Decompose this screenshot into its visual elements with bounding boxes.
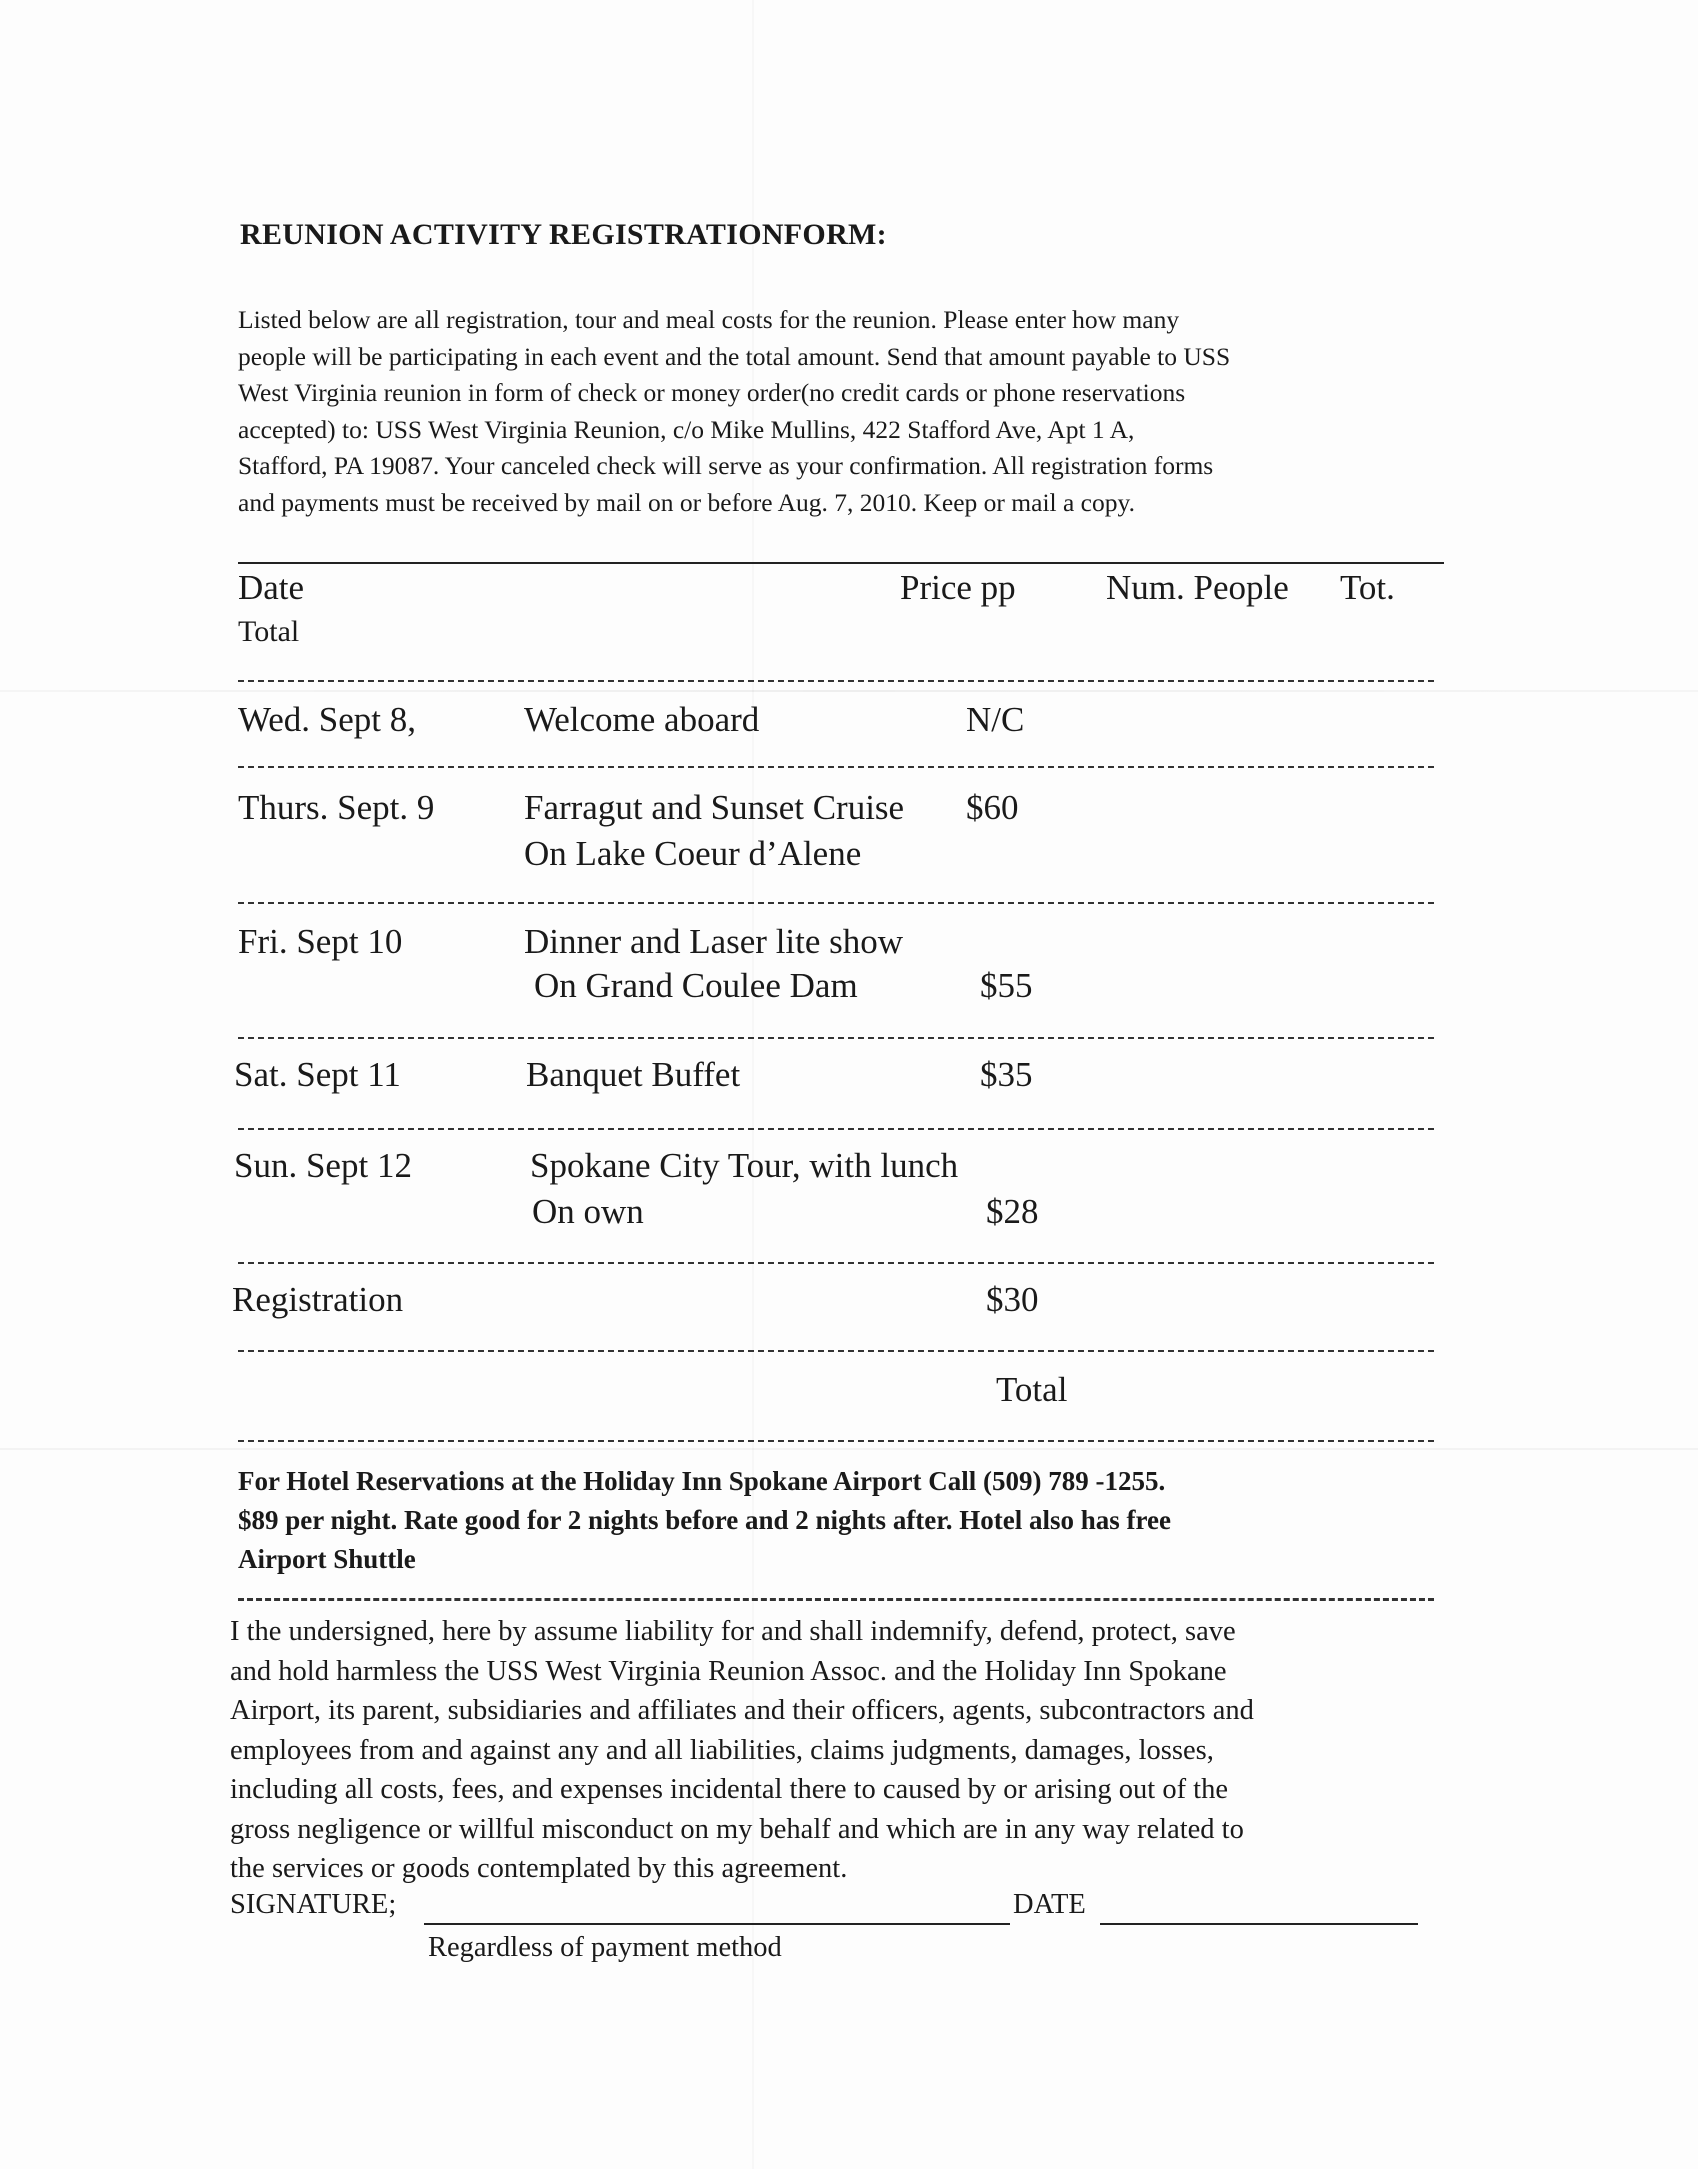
row-event: Dinner and Laser lite show — [524, 922, 904, 961]
row-divider — [238, 766, 1434, 768]
row-divider — [238, 1037, 1434, 1039]
waiver-line: I the undersigned, here by assume liability for and shall indemnify, defend, protect, save — [230, 1616, 1236, 1647]
date-field[interactable] — [1100, 1923, 1418, 1925]
table-top-rule — [238, 562, 1444, 564]
row-event-line2: On Grand Coulee Dam — [534, 966, 858, 1005]
intro-line: accepted) to: USS West Virginia Reunion, c/o Mike Mullins, 422 Stafford Ave, Apt 1 A, — [238, 414, 1135, 444]
row-price: N/C — [966, 700, 1025, 739]
waiver-line: employees from and against any and all liabilities, claims judgments, damages, losses, — [230, 1734, 1214, 1766]
row-price: $55 — [980, 966, 1033, 1005]
intro-paragraph — [238, 302, 1438, 521]
waiver-line: and hold harmless the USS West Virginia Reunion Assoc. and the Holiday Inn Spokane — [230, 1655, 1227, 1687]
row-price: $60 — [966, 788, 1019, 827]
row-divider — [238, 1350, 1434, 1352]
row-date: Fri. Sept 10 — [238, 922, 403, 961]
row-divider — [238, 1262, 1434, 1264]
row-divider — [238, 902, 1434, 904]
intro-line: West Virginia reunion in form of check or money order(no credit cards or phone reservations — [238, 378, 1186, 407]
row-date: Sat. Sept 11 — [234, 1055, 401, 1094]
intro-line: Listed below are all registration, tour and meal costs for the reunion. Please enter how many — [238, 305, 1180, 334]
waiver-line: gross negligence or willful misconduct on my behalf and which are in any way related to — [230, 1813, 1244, 1845]
header-tot: Tot. — [1340, 568, 1395, 607]
fold-line — [0, 1448, 1698, 1450]
hotel-info — [238, 1462, 1171, 1579]
hotel-line: For Hotel Reservations at the Holiday Inn Spokane Airport Call (509) 789 -1255. — [238, 1466, 1166, 1496]
hotel-line: $89 per night. Rate good for 2 nights before and 2 nights after. Hotel also has free — [238, 1505, 1172, 1535]
row-date: Registration — [232, 1280, 404, 1319]
signature-label: SIGNATURE; — [230, 1889, 397, 1920]
row-divider — [238, 1440, 1434, 1442]
row-event-line2: On own — [532, 1192, 644, 1231]
row-event: Banquet Buffet — [526, 1055, 741, 1094]
row-event: Welcome aboard — [524, 700, 760, 739]
row-event: Spokane City Tour, with lunch — [530, 1146, 959, 1185]
row-event: Farragut and Sunset Cruise — [524, 788, 905, 827]
signature-field[interactable] — [424, 1923, 1010, 1925]
liability-waiver — [230, 1612, 1254, 1889]
date-label: DATE — [1013, 1889, 1086, 1920]
row-price: $35 — [980, 1055, 1033, 1094]
signature-note: Regardless of payment method — [428, 1932, 782, 1963]
row-price: $30 — [986, 1280, 1039, 1319]
waiver-line: including all costs, fees, and expenses incidental there to caused by or arising out of the — [230, 1774, 1229, 1805]
intro-line: people will be participating in each event and the total amount. Send that amount payable to USS — [238, 341, 1231, 371]
intro-line: and payments must be received by mail on or before Aug. 7, 2010. Keep or mail a copy. — [238, 487, 1135, 517]
row-price: $28 — [986, 1192, 1039, 1231]
row-date: Sun. Sept 12 — [234, 1146, 412, 1185]
row-divider — [238, 680, 1434, 682]
section-divider — [238, 1598, 1434, 1601]
header-total-wrap: Total — [238, 615, 300, 648]
hotel-line: Airport Shuttle — [238, 1544, 416, 1574]
waiver-line: Airport, its parent, subsidiaries and affiliates and their officers, agents, subcontractors and — [230, 1695, 1254, 1726]
row-date: Thurs. Sept. 9 — [238, 788, 435, 827]
row-date: Wed. Sept 8, — [238, 700, 416, 739]
total-label: Total — [996, 1370, 1068, 1409]
intro-line: Stafford, PA 19087. Your canceled check will serve as your confirmation. All registration forms — [238, 451, 1214, 480]
header-people: Num. People — [1106, 568, 1289, 607]
row-event-line2: On Lake Coeur d’Alene — [524, 834, 862, 873]
header-date: Date — [238, 568, 305, 607]
form-title: REUNION ACTIVITY REGISTRATIONFORM: — [240, 218, 887, 251]
header-price: Price pp — [900, 568, 1016, 607]
row-divider — [238, 1128, 1434, 1130]
fold-line — [0, 690, 1698, 692]
waiver-line: the services or goods contemplated by this agreement. — [230, 1853, 848, 1884]
